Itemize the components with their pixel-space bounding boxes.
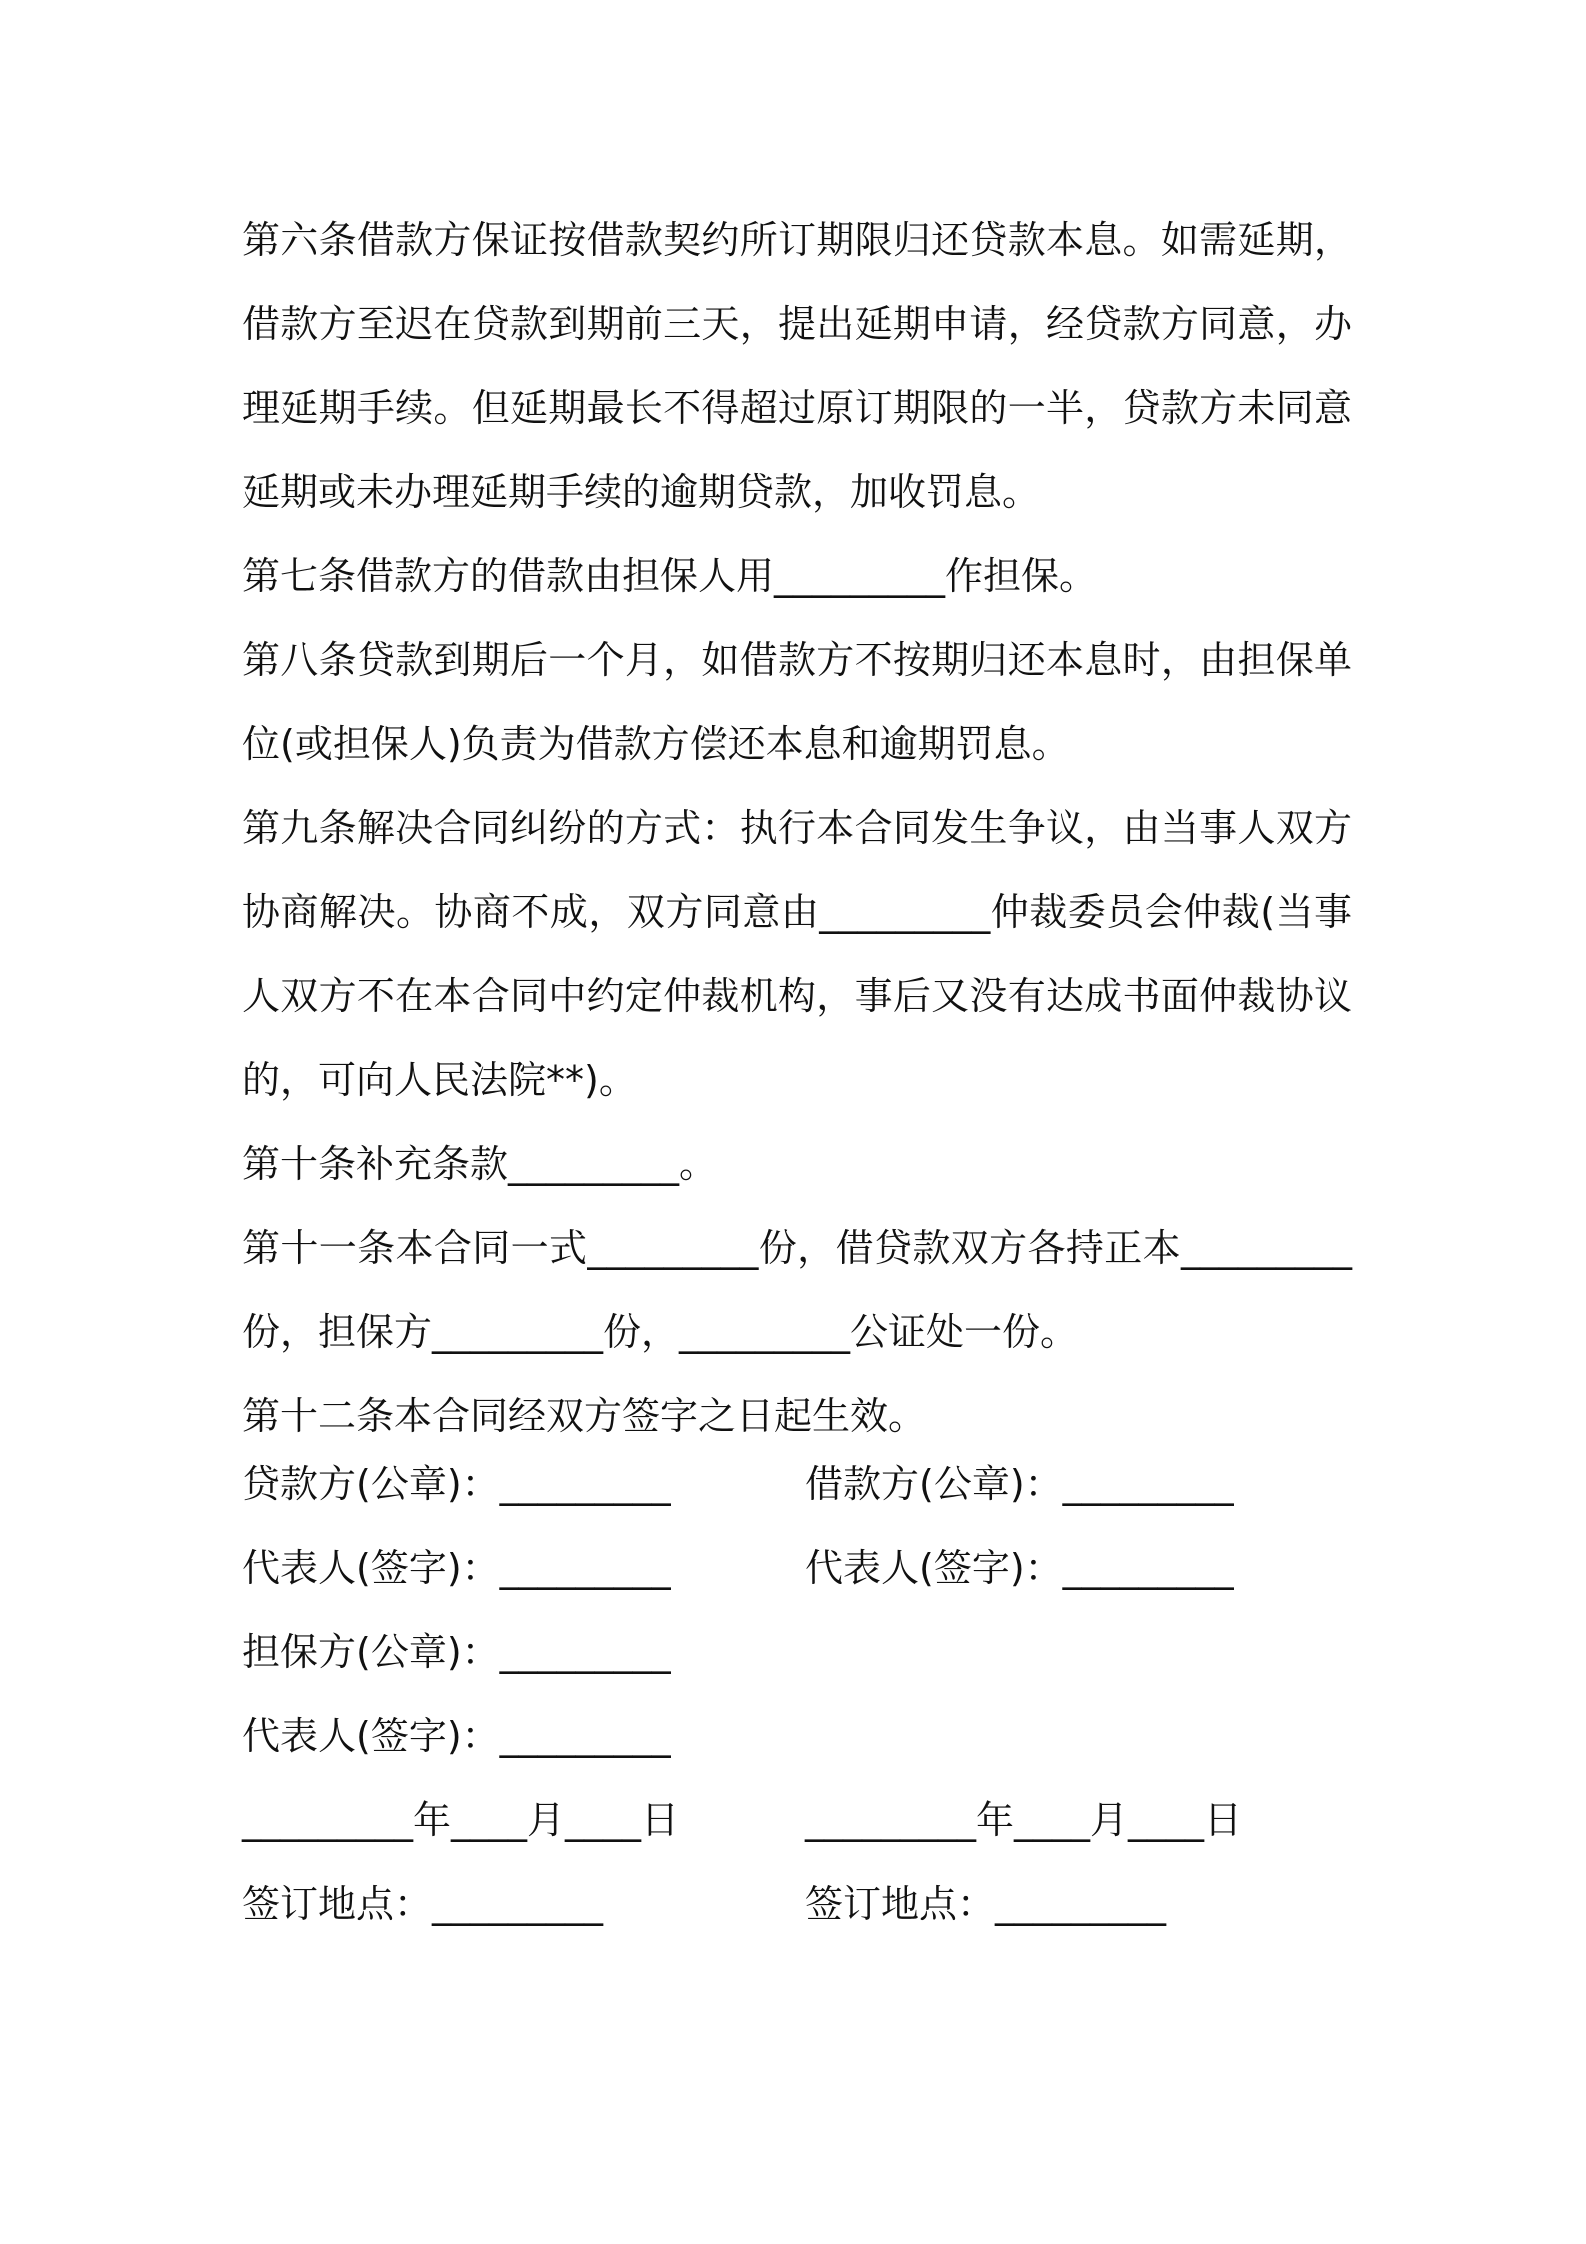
lender-seal-line: 贷款方(公章)：_________ bbox=[242, 1462, 671, 1506]
guarantor-representative-row bbox=[242, 1694, 1352, 1778]
clause-10-paragraph: 第十条补充条款_________。 bbox=[242, 1142, 718, 1186]
signing-place-right-line: 签订地点：_________ bbox=[805, 1882, 1167, 1926]
borrower-seal-line: 借款方(公章)：_________ bbox=[805, 1462, 1234, 1506]
clause-11-paragraph: 第十一条本合同一式_________份，借贷款双方各持正本_________份，担保方_________份，_________公证处一份。 bbox=[242, 1226, 1352, 1354]
representative-row bbox=[242, 1526, 1352, 1610]
guarantor-seal-row bbox=[242, 1610, 1352, 1694]
place-row bbox=[242, 1862, 1352, 1946]
guarantor-seal-line: 担保方(公章)：_________ bbox=[242, 1630, 671, 1674]
clause-7-paragraph: 第七条借款方的借款由担保人用_________作担保。 bbox=[242, 554, 1098, 598]
lender-representative-line: 代表人(签字)：_________ bbox=[242, 1546, 671, 1590]
clause-6-paragraph: 第六条借款方保证按借款契约所订期限归还贷款本息。如需延期，借款方至迟在贷款到期前三天，提出延期申请，经贷款方同意，办理延期手续。但延期最长不得超过原订期限的一半，贷款方未同意延期或未办理延期手续的逾期贷款，加收罚息。 bbox=[242, 218, 1352, 514]
signature-block bbox=[242, 1442, 1352, 1946]
clause-9-paragraph: 第九条解决合同纠纷的方式：执行本合同发生争议，由当事人双方协商解决。协商不成，双方同意由_________仲裁委员会仲裁(当事人双方不在本合同中约定仲裁机构，事后又没有达成书面仲裁协议的，可向人民法院**)。 bbox=[242, 806, 1352, 1102]
date-left-line: _________年____月____日 bbox=[242, 1798, 680, 1842]
clause-8-paragraph: 第八条贷款到期后一个月，如借款方不按期归还本息时，由担保单位(或担保人)负责为借款方偿还本息和逾期罚息。 bbox=[242, 638, 1352, 766]
contract-body bbox=[242, 198, 1352, 1458]
date-row bbox=[242, 1778, 1352, 1862]
signing-place-left-line: 签订地点：_________ bbox=[242, 1882, 604, 1926]
date-right-line: _________年____月____日 bbox=[805, 1798, 1243, 1842]
clause-12-paragraph: 第十二条本合同经双方签字之日起生效。 bbox=[242, 1394, 927, 1438]
seal-row bbox=[242, 1442, 1352, 1526]
borrower-representative-line: 代表人(签字)：_________ bbox=[805, 1546, 1234, 1590]
guarantor-representative-line: 代表人(签字)：_________ bbox=[242, 1714, 671, 1758]
